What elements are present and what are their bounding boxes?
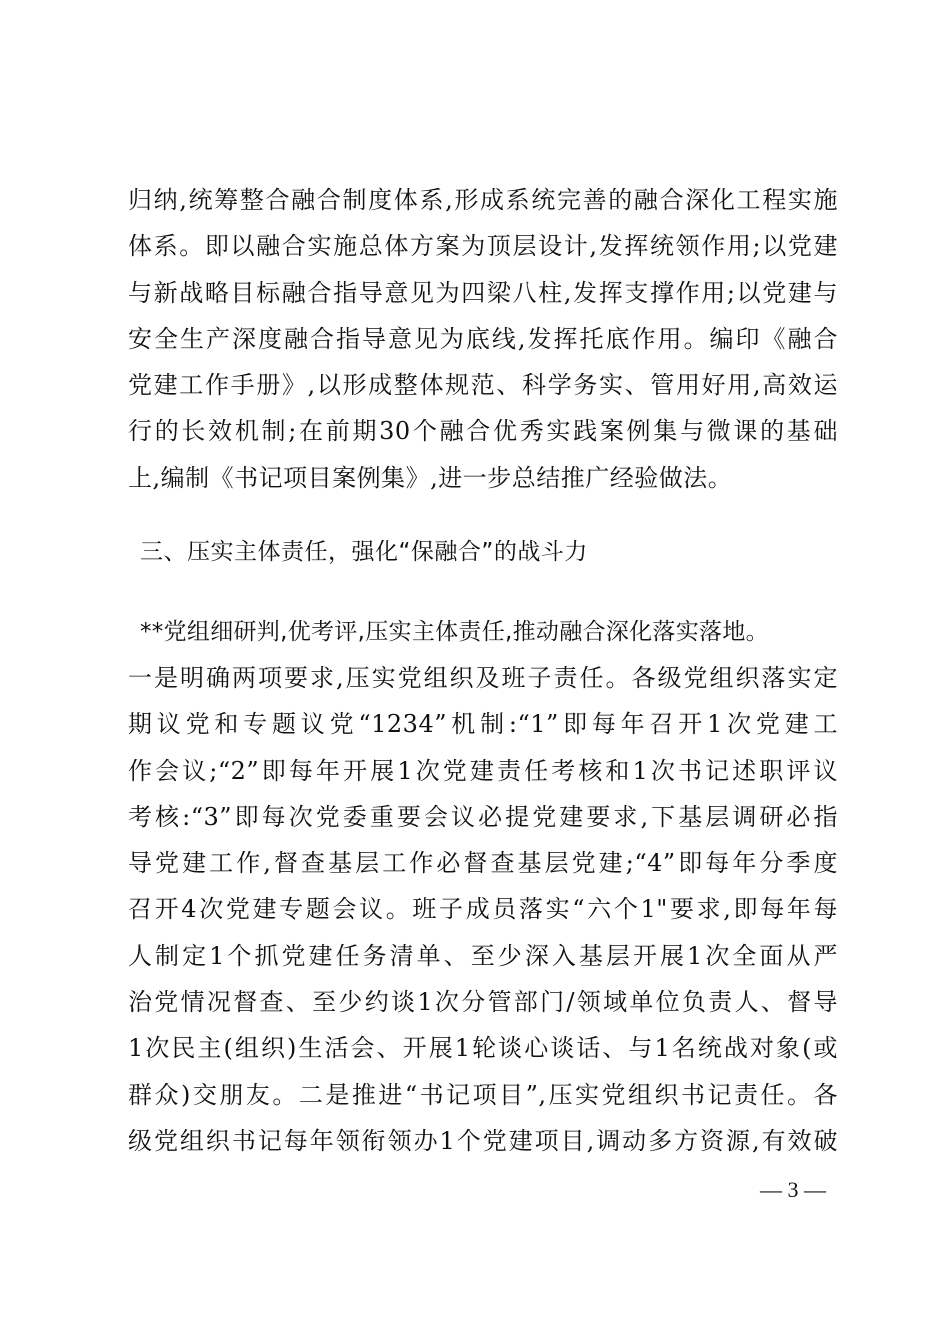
text-line: 体系。即以融合实施总体方案为顶层设计,发挥统领作用;以党建 [128, 232, 838, 261]
text-line: 一是明确两项要求,压实党组织及班子责任。各级党组织落实定 [128, 664, 838, 692]
text-line: 上,编制《书记项目案例集》,进一步总结推广经验做法。 [128, 463, 733, 492]
text-line: 召开4次党建专题会议。班子成员落实“六个1"要求,即每年每 [128, 895, 838, 924]
text-line: 行的长效机制;在前期30个融合优秀实践案例集与微课的基础 [128, 417, 838, 446]
text-line: 群众)交朋友。二是推进“书记项目”,压实党组织书记责任。各 [128, 1080, 838, 1109]
text-line: 作会议;“2”即每年开展1次党建责任考核和1次书记述职评议 [128, 756, 838, 785]
text-line: 级党组织书记每年领衔领办1个党建项目,调动多方资源,有效破 [128, 1126, 838, 1155]
text-line: 1次民主(组织)生活会、开展1轮谈心谈话、与1名统战对象(或 [128, 1034, 838, 1063]
text-line: 期议党和专题议党“1234”机制:“1”即每年召开1次党建工 [128, 710, 838, 739]
text-line: 治党情况督查、至少约谈1次分管部门/领域单位负责人、督导 [128, 988, 838, 1017]
page-number: — 3 — [760, 1177, 826, 1202]
text-line: 与新战略目标融合指导意见为四梁八柱,发挥支撑作用;以党建与 [128, 278, 838, 307]
text-line: 考核:“3”即每次党委重要会议必提党建要求,下基层调研必指 [128, 802, 838, 831]
lead-sentence: **党组细研判,优考评,压实主体责任,推动融合深化落实落地。 [140, 619, 769, 645]
paragraph-2 [128, 655, 838, 1164]
section-heading: 三、压实主体责任，强化“保融合”的战斗力 [140, 539, 588, 565]
text-line: 人制定1个抓党建任务清单、至少深入基层开展1次全面从严 [128, 941, 838, 970]
text-line: 党建工作手册》,以形成整体规范、科学务实、管用好用,高效运 [128, 371, 838, 400]
paragraph-1 [128, 177, 838, 501]
text-line: 安全生产深度融合指导意见为底线,发挥托底作用。编印《融合 [128, 324, 838, 353]
text-line: 导党建工作,督查基层工作必督查基层党建;“4”即每年分季度 [128, 849, 838, 878]
text-line: 归纳,统筹整合融合制度体系,形成系统完善的融合深化工程实施 [128, 186, 838, 214]
